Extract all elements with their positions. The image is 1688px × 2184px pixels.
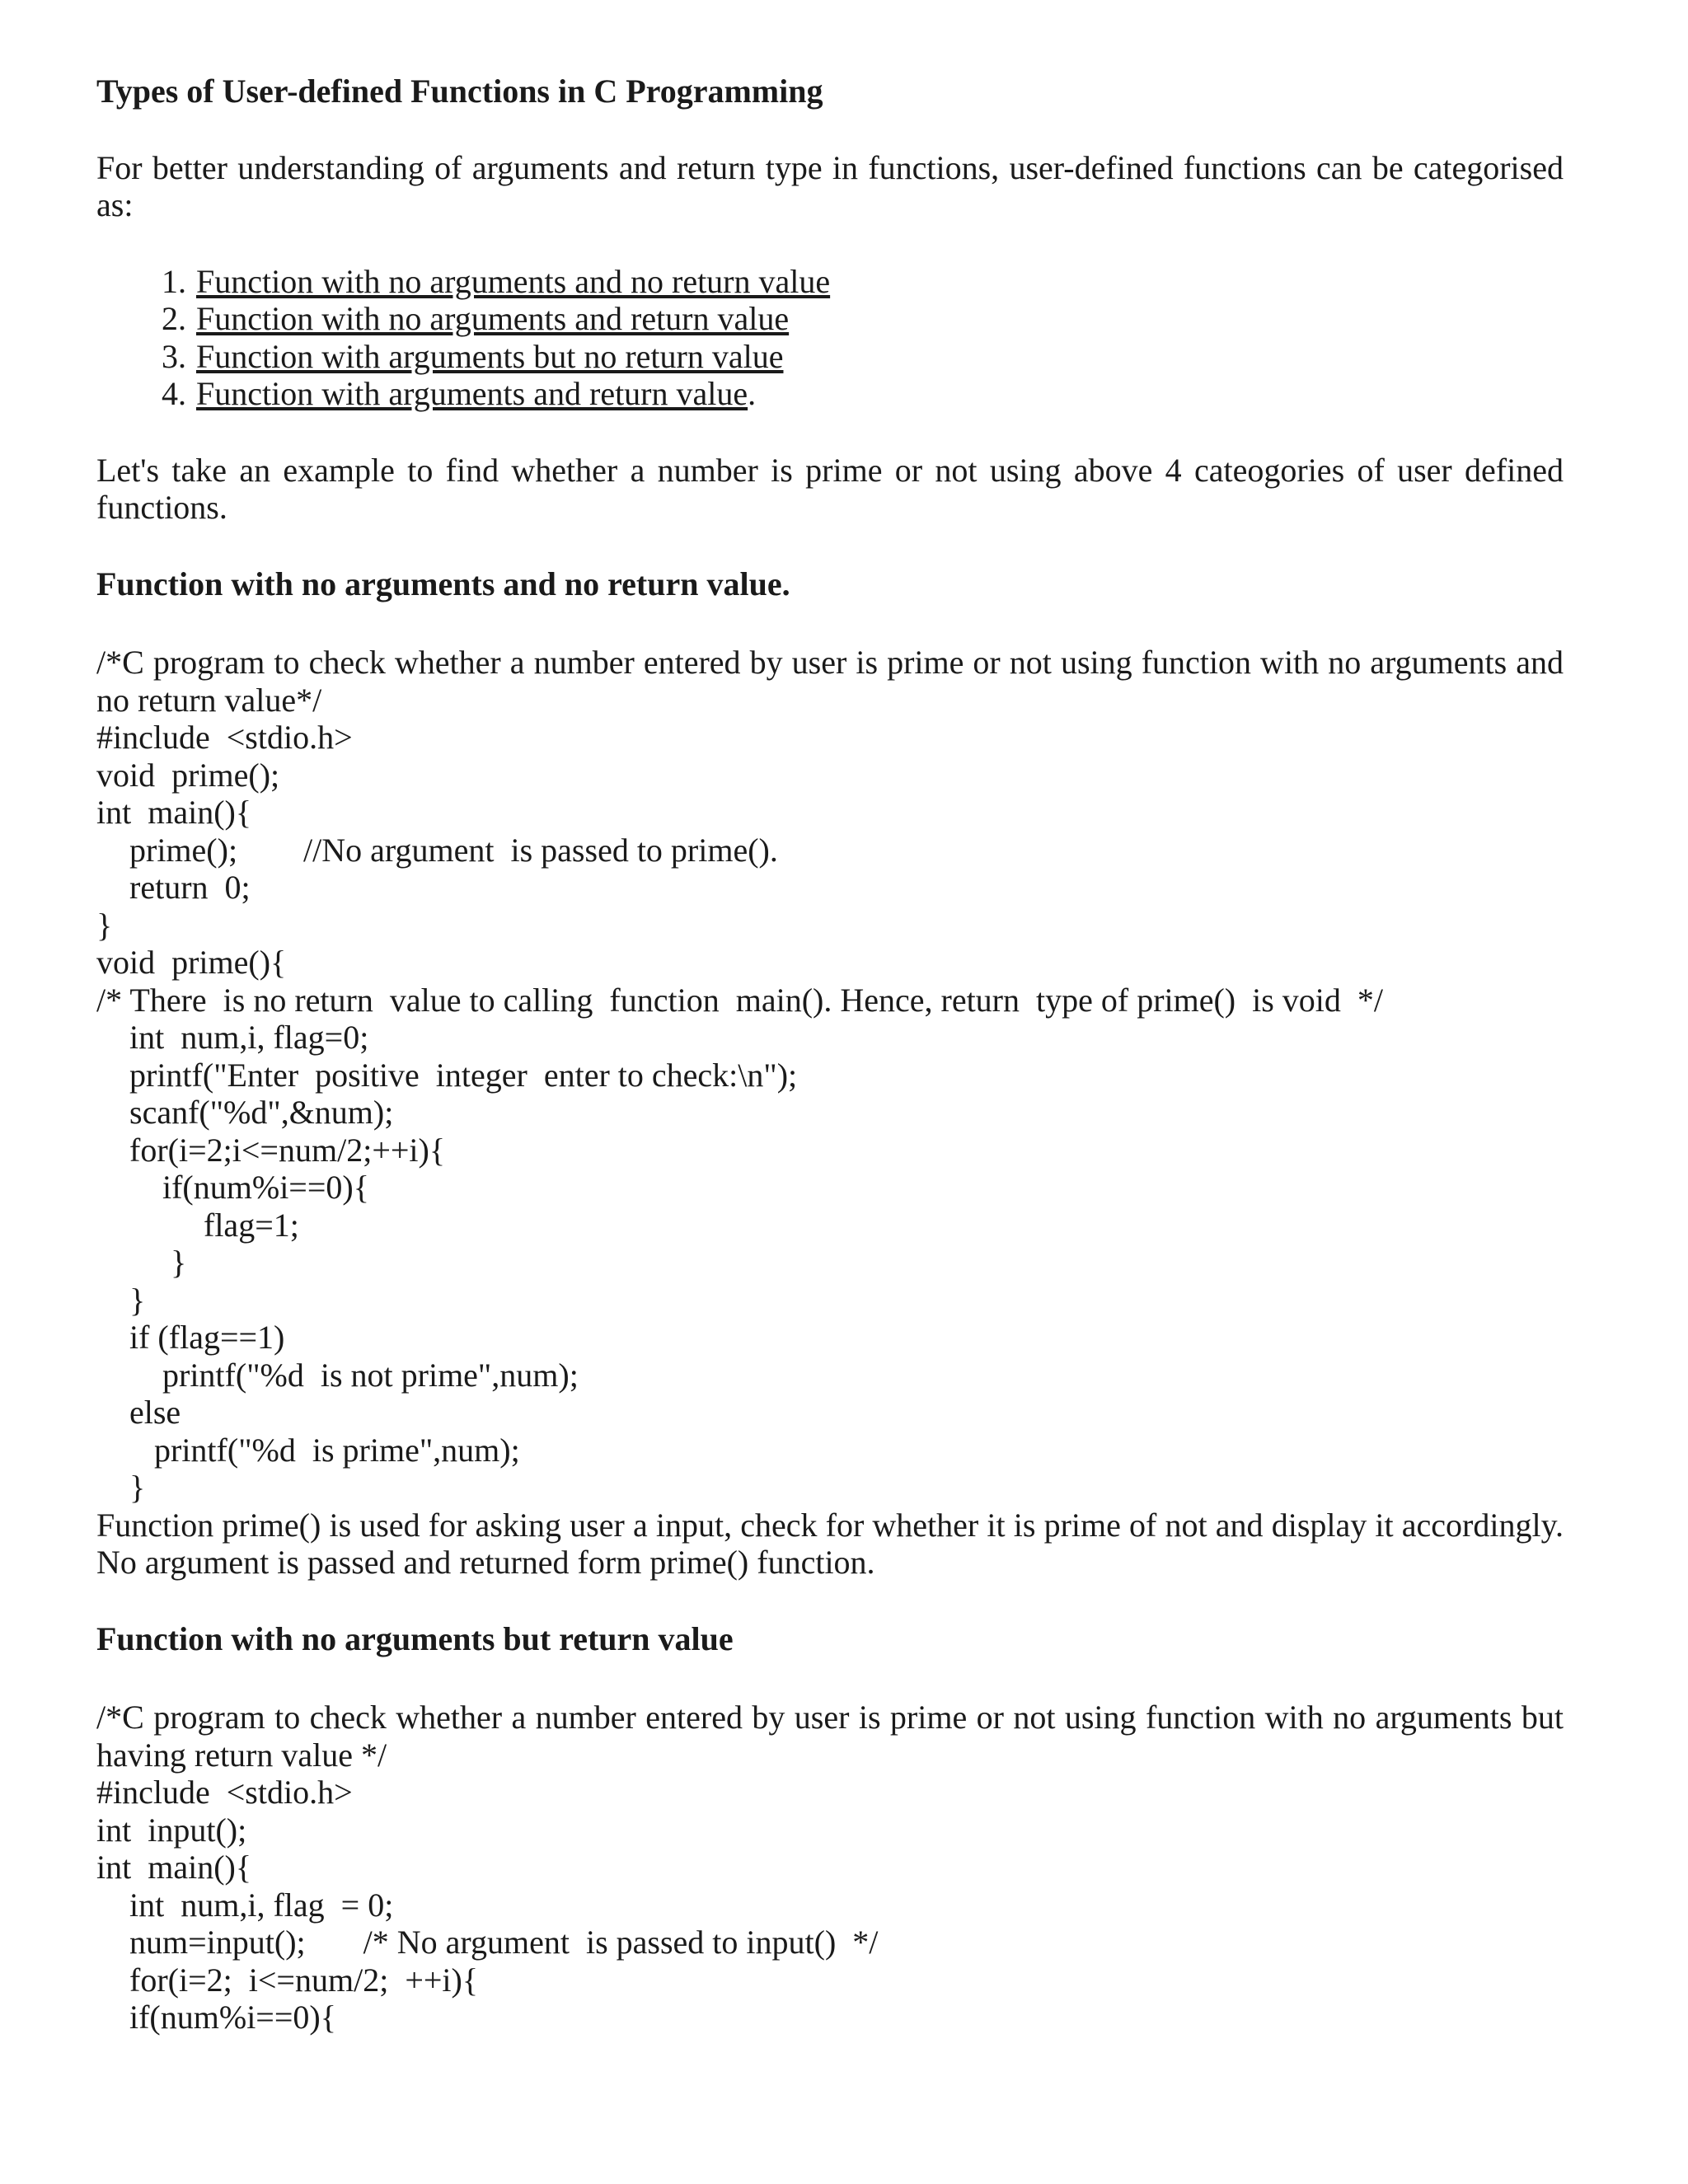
code-line: void prime(){ [96,944,287,981]
code-line: printf("%d is not prime",num); [96,1356,579,1394]
code-line: if(num%i==0){ [96,1999,336,2036]
code-line: if (flag==1) [96,1319,285,1356]
code-line: for(i=2;i<=num/2;++i){ [96,1131,446,1169]
category-link[interactable]: Function with no arguments and return value [196,300,790,337]
section2-heading: Function with no arguments but return value [96,1619,734,1657]
code-line: flag=1; [96,1206,299,1244]
page-title: Types of User-defined Functions in C Programming [96,73,823,110]
code-line: for(i=2; i<=num/2; ++i){ [96,1961,479,1999]
section2-code-block [96,1774,1564,2036]
code-line: void prime(); [96,756,280,794]
section1-comment: /*C program to check whether a number entered by user is prime or not using function with no arguments and no return value*/ [96,644,1564,719]
code-line: #include <stdio.h> [96,1774,353,1811]
section1-explanation: Function prime() is used for asking user a input, check for whether it is prime of not and display it accordingly. No argument is passed and returned form prime() function. [96,1506,1564,1581]
code-line: if(num%i==0){ [96,1169,369,1206]
code-line: printf("Enter positive integer enter to check:\n"); [96,1056,798,1094]
list-item [195,338,1564,376]
list-item [195,263,1564,301]
code-line: } [96,1281,146,1319]
code-line: int num,i, flag = 0; [96,1886,394,1924]
code-line: int main(){ [96,794,252,831]
code-line: int input(); [96,1811,247,1849]
code-line: #include <stdio.h> [96,719,353,756]
code-line: } [96,1244,187,1281]
category-link[interactable]: Function with no arguments and no return value [196,262,831,300]
code-line: scanf("%d",&num); [96,1094,394,1131]
category-list [96,263,1564,413]
list-item [195,300,1564,338]
code-line: } [96,1469,146,1506]
code-line: else [96,1394,181,1431]
section1-code-block [96,719,1564,1507]
category-link[interactable]: Function with arguments and return value [196,375,748,412]
code-line: /* There is no return value to calling function main(). Hence, return type of prime() is void */ [96,981,1384,1019]
list-item [195,375,1564,413]
code-line: int main(){ [96,1849,252,1886]
example-intro-paragraph: Let's take an example to find whether a number is prime or not using above 4 cateogories of user defined functions. [96,451,1564,526]
code-line: return 0; [96,869,251,906]
category-suffix: . [748,375,757,412]
intro-paragraph: For better understanding of arguments and return type in functions, user-defined functions can be categorised as: [96,148,1564,223]
category-link[interactable]: Function with arguments but no return value [196,337,784,375]
section1-heading: Function with no arguments and no return value. [96,565,790,602]
code-line: num=input(); /* No argument is passed to input() */ [96,1924,879,1961]
document-page [96,73,1564,2036]
code-line: prime(); //No argument is passed to prime(). [96,831,778,869]
section2-comment: /*C program to check whether a number entered by user is prime or not using function with no arguments but having return value */ [96,1699,1564,1774]
code-line: } [96,906,113,944]
code-line: printf("%d is prime",num); [96,1431,520,1469]
code-line: int num,i, flag=0; [96,1019,369,1056]
